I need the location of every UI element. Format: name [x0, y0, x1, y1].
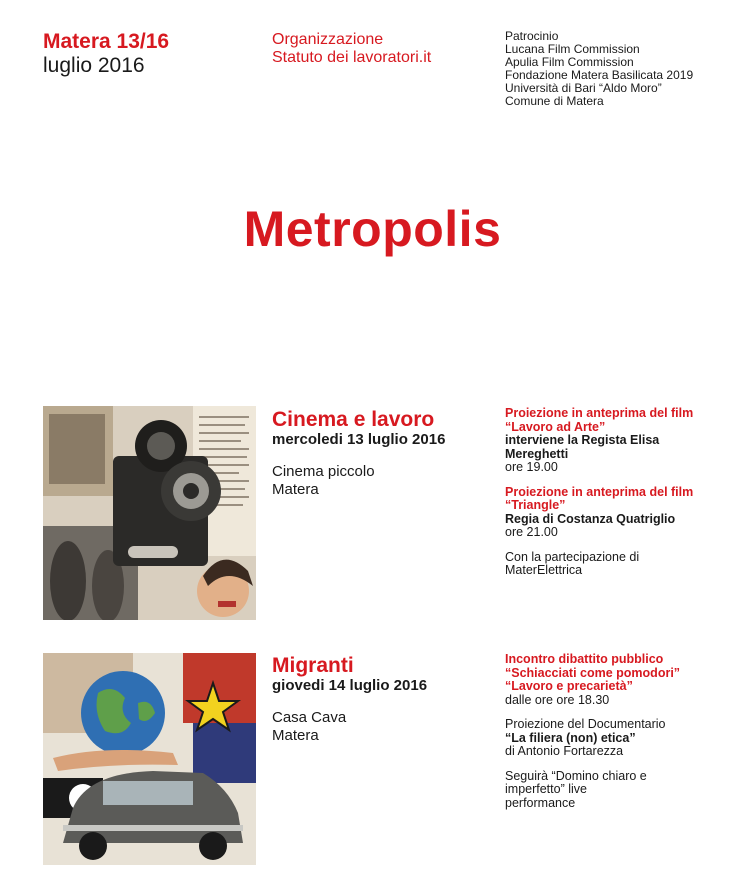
event-date: mercoledi 13 luglio 2016	[272, 431, 446, 448]
cinema-collage-image	[43, 406, 256, 620]
event-date: giovedi 14 luglio 2016	[272, 677, 428, 694]
participation-note: Con la partecipazione di	[505, 549, 640, 564]
participation-note: MaterElettrica	[505, 563, 583, 577]
event-title: Cinema e lavoro	[272, 408, 435, 431]
event-venue: Casa Cava	[272, 709, 347, 726]
organizer-name: Statuto dei lavoratori.it	[272, 49, 432, 66]
program-item-heading: Proiezione del Documentario	[505, 717, 666, 731]
event-city: Matera	[272, 727, 319, 744]
organizer	[272, 31, 431, 67]
program-note: interviene la Regista Elisa	[505, 433, 660, 447]
event-migranti	[272, 655, 427, 745]
migranti-collage-image	[43, 653, 256, 865]
program-item-heading: Incontro dibattito pubblico	[505, 652, 664, 666]
program-time: ore 21.00	[505, 525, 558, 539]
patron-item: Lucana Film Commission	[505, 42, 640, 56]
film-title: “La filiera (non) etica”	[505, 730, 636, 745]
performance-note: performance	[505, 795, 576, 810]
performance-note: Seguirà “Domino chiaro e	[505, 768, 647, 783]
organizer-label: Organizzazione	[272, 31, 384, 48]
event-city: Matera	[272, 481, 319, 498]
program-note: Mereghetti	[505, 446, 569, 461]
page-title: Metropolis	[243, 201, 502, 257]
patron-item: Fondazione Matera Basilicata 2019	[505, 68, 694, 82]
debate-title: “Schiacciati come pomodori”	[505, 665, 681, 680]
dates-line-2: luglio 2016	[43, 54, 145, 77]
program-item-heading: Proiezione in anteprima del film	[505, 484, 694, 499]
event-dates	[43, 30, 169, 78]
film-title: “Lavoro ad Arte”	[505, 419, 606, 434]
event-title: Migranti	[272, 654, 354, 677]
patron-item: Università di Bari “Aldo Moro”	[505, 81, 662, 95]
dates-line-1: Matera 13/16	[43, 30, 170, 53]
event-cinema-details	[505, 407, 735, 578]
event-migranti-details	[505, 653, 735, 810]
film-title: “Triangle”	[505, 498, 566, 512]
debate-title: “Lavoro e precarietà”	[505, 679, 633, 693]
event-cinema	[272, 409, 445, 499]
program-item-heading: Proiezione in anteprima del film	[505, 406, 694, 420]
event-venue: Cinema piccolo	[272, 463, 375, 480]
program-note: Regia di Costanza Quatriglio	[505, 511, 676, 526]
patronage-heading: Patrocinio	[505, 29, 559, 43]
patron-item: Apulia Film Commission	[505, 55, 634, 69]
program-time: ore 19.00	[505, 460, 558, 474]
patron-item: Comune di Matera	[505, 94, 604, 108]
performance-note: imperfetto” live	[505, 782, 587, 796]
program-note: di Antonio Fortarezza	[505, 744, 624, 758]
patronage-list	[505, 30, 693, 108]
program-time: dalle ore ore 18.30	[505, 692, 610, 707]
